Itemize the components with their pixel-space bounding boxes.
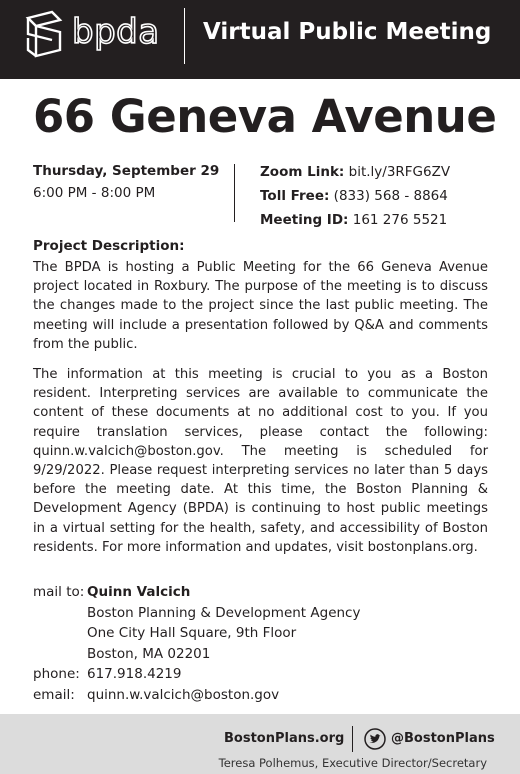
footer-divider (352, 726, 353, 752)
contact-org: Boston Planning & Development Agency (87, 604, 361, 621)
tollfree-label: Toll Free: (260, 188, 330, 204)
phone-label: phone: (33, 666, 80, 682)
mail-label: mail to: (33, 584, 85, 600)
header-bar (0, 0, 520, 79)
description-paragraph-2: The information at this meeting is crucial to you as a Boston resident. Interpreting services are available to communicate the content of these documents at no additional cost to you. If you require translation services, please contact the following: quinn.w.valcich@boston.gov. The meeting is scheduled for 9/29/2022. Please request interpreting services no later than 5 days before the meeting date. At this time, the Boston Planning & Development Agency (BPDA) is continuing to host public meetings in a virtual setting for the health, safety, and accessibility of Boston residents. For more information and updates, visit bostonplans.org. (33, 367, 488, 555)
header-divider (184, 8, 185, 64)
meeting-time: 6:00 PM - 8:00 PM (33, 185, 156, 201)
meeting-access (260, 160, 450, 232)
description-heading: Project Description: (33, 238, 185, 254)
contact-phone[interactable]: 617.918.4219 (87, 666, 182, 682)
footer-bar (0, 714, 520, 774)
twitter-bird-icon[interactable] (364, 728, 386, 750)
contact-name: Quinn Valcich (87, 584, 191, 600)
contact-block (33, 582, 360, 705)
page-title: 66 Geneva Avenue (33, 90, 497, 143)
header-title: Virtual Public Meeting (203, 19, 492, 45)
zoom-label: Zoom Link: (260, 164, 345, 180)
info-divider (234, 164, 235, 222)
footer-twitter-handle[interactable]: @BostonPlans (391, 731, 495, 746)
contact-address-2: Boston, MA 02201 (87, 645, 211, 662)
logo-wordmark: bpda (72, 12, 160, 52)
bpda-logo-icon (22, 10, 66, 62)
meeting-day: Thursday, September 29 (33, 163, 220, 179)
email-label: email: (33, 686, 75, 703)
tollfree-number[interactable]: (833) 568 - 8864 (333, 188, 448, 204)
description-paragraph-1: The BPDA is hosting a Public Meeting for the 66 Geneva Avenue project located in Roxbury. The purpose of the meeting is to discuss the changes made to the project since the last public meeting. The meeting will include a presentation followed by Q&A and comments from the public. (33, 260, 488, 352)
meeting-id-label: Meeting ID: (260, 212, 349, 228)
meeting-id-value: 161 276 5521 (352, 212, 448, 228)
contact-address-1: One City Hall Square, 9th Floor (87, 625, 297, 641)
zoom-link[interactable]: bit.ly/3RFG6ZV (348, 164, 451, 180)
meeting-datetime (33, 160, 219, 204)
contact-email[interactable]: quinn.w.valcich@boston.gov (87, 686, 280, 703)
footer-website-link[interactable]: BostonPlans.org (224, 731, 345, 746)
footer-director: Teresa Polhemus, Executive Director/Secretary (218, 756, 487, 770)
